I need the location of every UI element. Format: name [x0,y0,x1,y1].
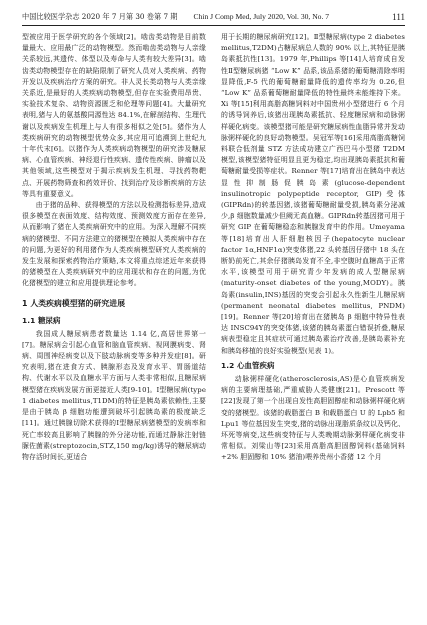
section-heading: 1 人类疾病模型猪的研究进展 [22,298,126,308]
paragraph: 型被应用于医学研究的各个领域[2]。啮齿类动物是目前数量最大、应用最广泛的动物模型。然而啮齿类动物与人亲缘关系较远,其遗传、体型以及寿命与人类有较大差异[3]。啮齿类动物模型存在的缺陷限制了研究人员对人类疾病、药物开发以及疾病治疗方案的研究。非人灵长类动物与人类亲缘关系近,是最好的人类疾病动物模型,但存在实验费用昂贵、实验技术复杂、动物资源匮乏和伦理等问题[4]。大量研究表明,猪与人的氨基酸同源性达 84.1%,在解剖结构、生理代谢以及疾病发生机理上与人有很多相似之处[5]。猪作为人类疾病研究的动物模型优势众多,其应用可追溯到上世纪九十年代末[6]。以猪作为人类疾病动物模型的研究涉及糖尿病、心血管疾病、神经退行性疾病、遗传性疾病、肿瘤以及其他领域,这些模型对于揭示疾病发生机理、寻找药物靶点、开展药物筛查和药效评价、找到治疗及诊断疾病的方法等具有重要意义。 [22,33,206,198]
running-header [22,9,405,25]
paragraph: 由于猪的品种、获得模型的方法以及检测指标差异,造成很多模型在表面效度、结构效度、预测效度方面存在差异,从而影响了猪在人类疾病研究中的应用。为深入理解不同疾病的猪模型、不同方法建立的猪模型在模拟人类疾病中存在的问题,为更好的利用猪作为人类疾病模型研究人类疾病的发生发展和探索药物治疗策略,本文将重点综述近年来获得的猪模型在人类疾病研究中的应用现状和存在的问题,为优化猪模型的建立和应用提供理论参考。 [22,201,206,288]
subsection-heading: 1.1 糖尿病 [22,315,61,325]
subsection-heading: 1.2 心血管疾病 [221,360,275,370]
page-number: 111 [392,12,405,22]
paragraph: 我国成人糖尿病患者数量达 1.14 亿,高居世界第一[7]。糖尿病会引起心血管和脑血管疾病、视网膜病变、肾病、周围神经病变以及下肢动脉病变等多种并发症[8]。研究表明,猪在进食方式、胰腺形态及发育水平、胃肠道结构、代谢水平以及血糖水平方面与人类非常相似,且糖尿病模型猪在疾病发展方面更接近人类[9-10]。Ⅰ型糖尿病(type 1 diabetes mellitus,T1DM)的特征是胰岛素依赖性,主要是由于胰岛 β 细胞功能遭到破坏引起胰岛素的极度缺乏[11]。通过胰腺切除术获得的Ⅰ型糖尿病猪模型的发病率和死亡率较高且影响了胰腺的外分泌功能,而通过静脉注射链脲佐菌素(streptozocin,STZ,150 mg/kg)诱导的糖尿病动物存活时间长,更适合 [22,329,206,461]
journal-title-en: Chin J Comp Med, July 2020, Vol. 30, No. 7 [193,12,330,21]
header-rule [22,25,405,26]
left-column [22,32,206,618]
right-column [221,32,405,618]
paragraph: 动脉粥样硬化(atherosclerosis,AS)是心血管疾病发病的主要病理基础,严重威胁人类健康[21]。Prescott 等[22]发现了第一个出现自发性高胆固醇症和动脉粥样硬化病变的猪模型。该猪的载脂蛋白 B 和载脂蛋白 U 的 Lpb5 和 Lpu1 等位基因发生突变,猪的动脉出现脂质条纹以及钙化、坏死等病变,这些病变特征与人类晚期动脉粥样硬化病变非常相似。刘梁山等[23]采用高脂高胆固醇饲料(基础饲料+2% 胆固醇和 10% 猪油)喂养贵州小香猪 12 个月 [221,374,405,462]
paragraph: 用于长期的糖尿病研究[12]。Ⅱ型糖尿病(type 2 diabetes mellitus,T2DM)占糖尿病总人数的 90% 以上,其特征是胰岛素抵抗性[13]。1979 年,Phillips 等[14]人培育成自发性Ⅱ型糖尿病猪 “Low K” 品系,该品系猪的葡萄糖清除率明显降低,F-5 代的葡萄糖耐量降低的遗传率均为 0.26,但 “Low K” 品系葡萄糖耐量降低的特性最终未能维持下来。Xi 等[15]利用高脂高糖饲料对中国贵州小型猪进行 6 个月的诱导饲养后,该猪出现胰岛素抵抗、轻度糖尿病和动脉粥样硬化病变。该模型猪可能是研究糖尿病性血脂异常并发动脉粥样硬化的良好动物模型。吴冠军等[16]采用高脂高糖饲料联合低剂量 STZ 方法成功建立广西巴马小型猪 T2DM 模型,该模型猪特征明显且更为稳定,均出现胰岛素抵抗和葡萄糖耐量受损等症状。Renner 等[17]培育出在胰岛中表达显性抑制肠促胰岛素(glucose-dependent insulinotropic polypeptide receptor, GIP)受体(GIPRdn)的转基因猪,该猪葡萄糖耐量受损,胰岛素分泌减少,β 细胞数量减少但阙无高血糖。GIPRdn转基因猪可用于研究 GIP 在葡萄糖稳态和胰腺发育中的作用。Umeyama 等[18]培育出人肝细胞核因子(hepatocyte nuclear factor 1α,HNF1α)突变体猪,22 头转基因仔猪中 18 头在断奶前死亡,其余仔猪胰岛发育不全,非空腹时血糖高于正常水平,该模型可用于研究青少年发病的成人型糖尿病(maturity-onset diabetes of the young,MODY)。胰岛素(insulin,INS)基因的突变会引起永久性新生儿糖尿病(permanent neonatal diabetes mellitus, PNDM)[19]。Renner 等[20]培育出在猪胰岛 β 细胞中特异性表达 INSC94Y的突变体猪,该猪的胰岛素蛋白错误折叠,糖尿病表型稳定且其症状可通过胰岛素治疗改善,是胰岛素补充和胰岛移植的良好实验模型(见表 1)。 [221,33,405,355]
journal-title-cn: 中国比较医学杂志 2020 年 7 月第 30 卷第 7 期 [22,12,178,21]
